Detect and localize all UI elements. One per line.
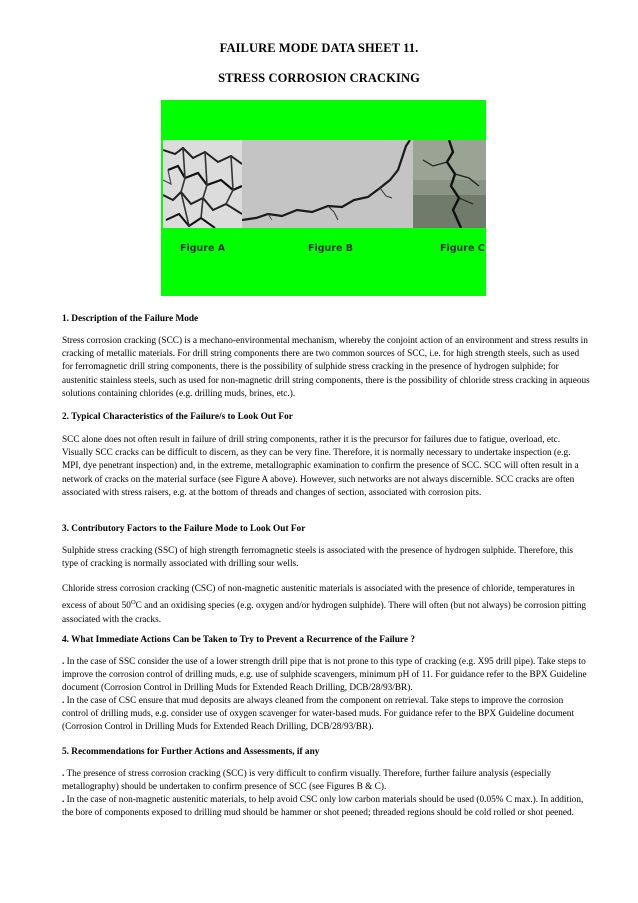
section-4-bullet-2: . In the case of CSC ensure that mud deposits are always cleaned from the component on retrieval. Take steps to improve the corrosion control of drilling muds, e.g. consider use of oxygen scavenger for water-based muds. For guidance refer to the BPX Guideline document (Corrosion Control in Drilling Muds for Extended Reach Drilling, DCB/28/93/BR). (62, 696, 575, 733)
section-4-bullet-1: . In the case of SSC consider the use of a lower strength drill pipe that is not prone to this type of cracking (e.g. X95 drill pipe). Take steps to improve the corrosion control of drilling muds, e.g. use of sulphide scavengers, minimum pH of 11. For guidance refer to the BPX Guideline document (Corrosion Control in Drilling Muds for Extended Reach Drilling, DCB/28/93/BR). (62, 657, 587, 694)
figure-c-label: Figure C (440, 243, 485, 254)
section-2-heading: 2. Typical Characteristics of the Failure/s to Look Out For (62, 412, 293, 422)
bullet-marker: . (62, 657, 65, 667)
section-3-paragraph-ssc: Sulphide stress cracking (SSC) of high strength ferromagnetic steels is associated with the presence of hydrogen sulphide. Therefore, this type of cracking is normally associated with drilling sour wells. (62, 546, 574, 570)
figure-a-photo (163, 140, 242, 228)
bullet-marker: . (62, 795, 65, 805)
bullet-marker: . (62, 769, 65, 779)
figure-a-label: Figure A (180, 243, 226, 254)
figure-c-photo (413, 140, 486, 228)
section-5-bullet-2: . In the case of non-magnetic austenitic materials, to help avoid CSC only low carbon materials should be used (0.05% C max.). In addition, the bore of components exposed to drilling mud should be hammer or shot peened; threaded regions should be cold rolled or shot peened. (62, 795, 584, 819)
section-5-bullet-1: . The presence of stress corrosion cracking (SCC) is very difficult to confirm visually. Therefore, further failure analysis (especially metallography) should be undertaken to confirm presence of SCC (see Figures B & C). (62, 769, 552, 793)
section-3-heading: 3. Contributory Factors to the Failure Mode to Look Out For (62, 524, 306, 534)
bullet-marker: . (62, 696, 65, 706)
section-3-paragraph-csc: Chloride stress corrosion cracking (CSC) of non-magnetic austenitic materials is associated with the presence of chloride, temperatures in excess of about $50^OC$ and an oxidising species (e.g. oxygen and/or hydrogen sulphide). There will often (but not always) be corrosion pitting associated with the cracks. (62, 584, 587, 625)
figure-panel (161, 100, 486, 296)
document-title: FAILURE MODE DATA SHEET 11. (219, 41, 419, 55)
figure-b-label: Figure B (308, 243, 353, 254)
figure-b-photo (242, 140, 413, 228)
section-1-paragraph: Stress corrosion cracking (SCC) is a mechano-environmental mechanism, whereby the conjoint action of an environment and stress results in cracking of metallic materials. For drill string components there are two common sources of SCC, i.e. for high strength steels, such as used for ferromagnetic drill string components, there is the possibility of sulphide stress cracking in the presence of hydrogen sulphide; for austenitic stainless steels, such as used for non-magnetic drill string components, there is the possibility of chloride stress cracking in aqueous solutions containing chlorides (e.g. drilling muds, brines, etc.). (62, 336, 590, 399)
section-1-heading: 1. Description of the Failure Mode (62, 314, 199, 324)
section-2-paragraph: SCC alone does not often result in failure of drill string components, rather it is the precursor for failures due to fatigue, overload, etc. Visually SCC cracks can be difficult to discern, as they can be very fine. Therefore, it is normally necessary to undertake inspection (e.g. MPI, dye penetrant inspection) and, in the extreme, metallographic examination to confirm the presence of SCC. SCC will often result in a network of cracks on the material surface (see Figure A above). However, such networks are not always discernible. SCC cracks are often associated with stress raisers, e.g. at the bottom of threads and changes of section, associated with corrosion pits. (62, 435, 579, 498)
section-5-heading: 5. Recommendations for Further Actions and Assessments, if any (62, 747, 320, 757)
document-subtitle: STRESS CORROSION CRACKING (218, 71, 420, 85)
section-4-heading: 4. What Immediate Actions Can be Taken to Try to Prevent a Recurrence of the Failure ? (62, 635, 415, 645)
